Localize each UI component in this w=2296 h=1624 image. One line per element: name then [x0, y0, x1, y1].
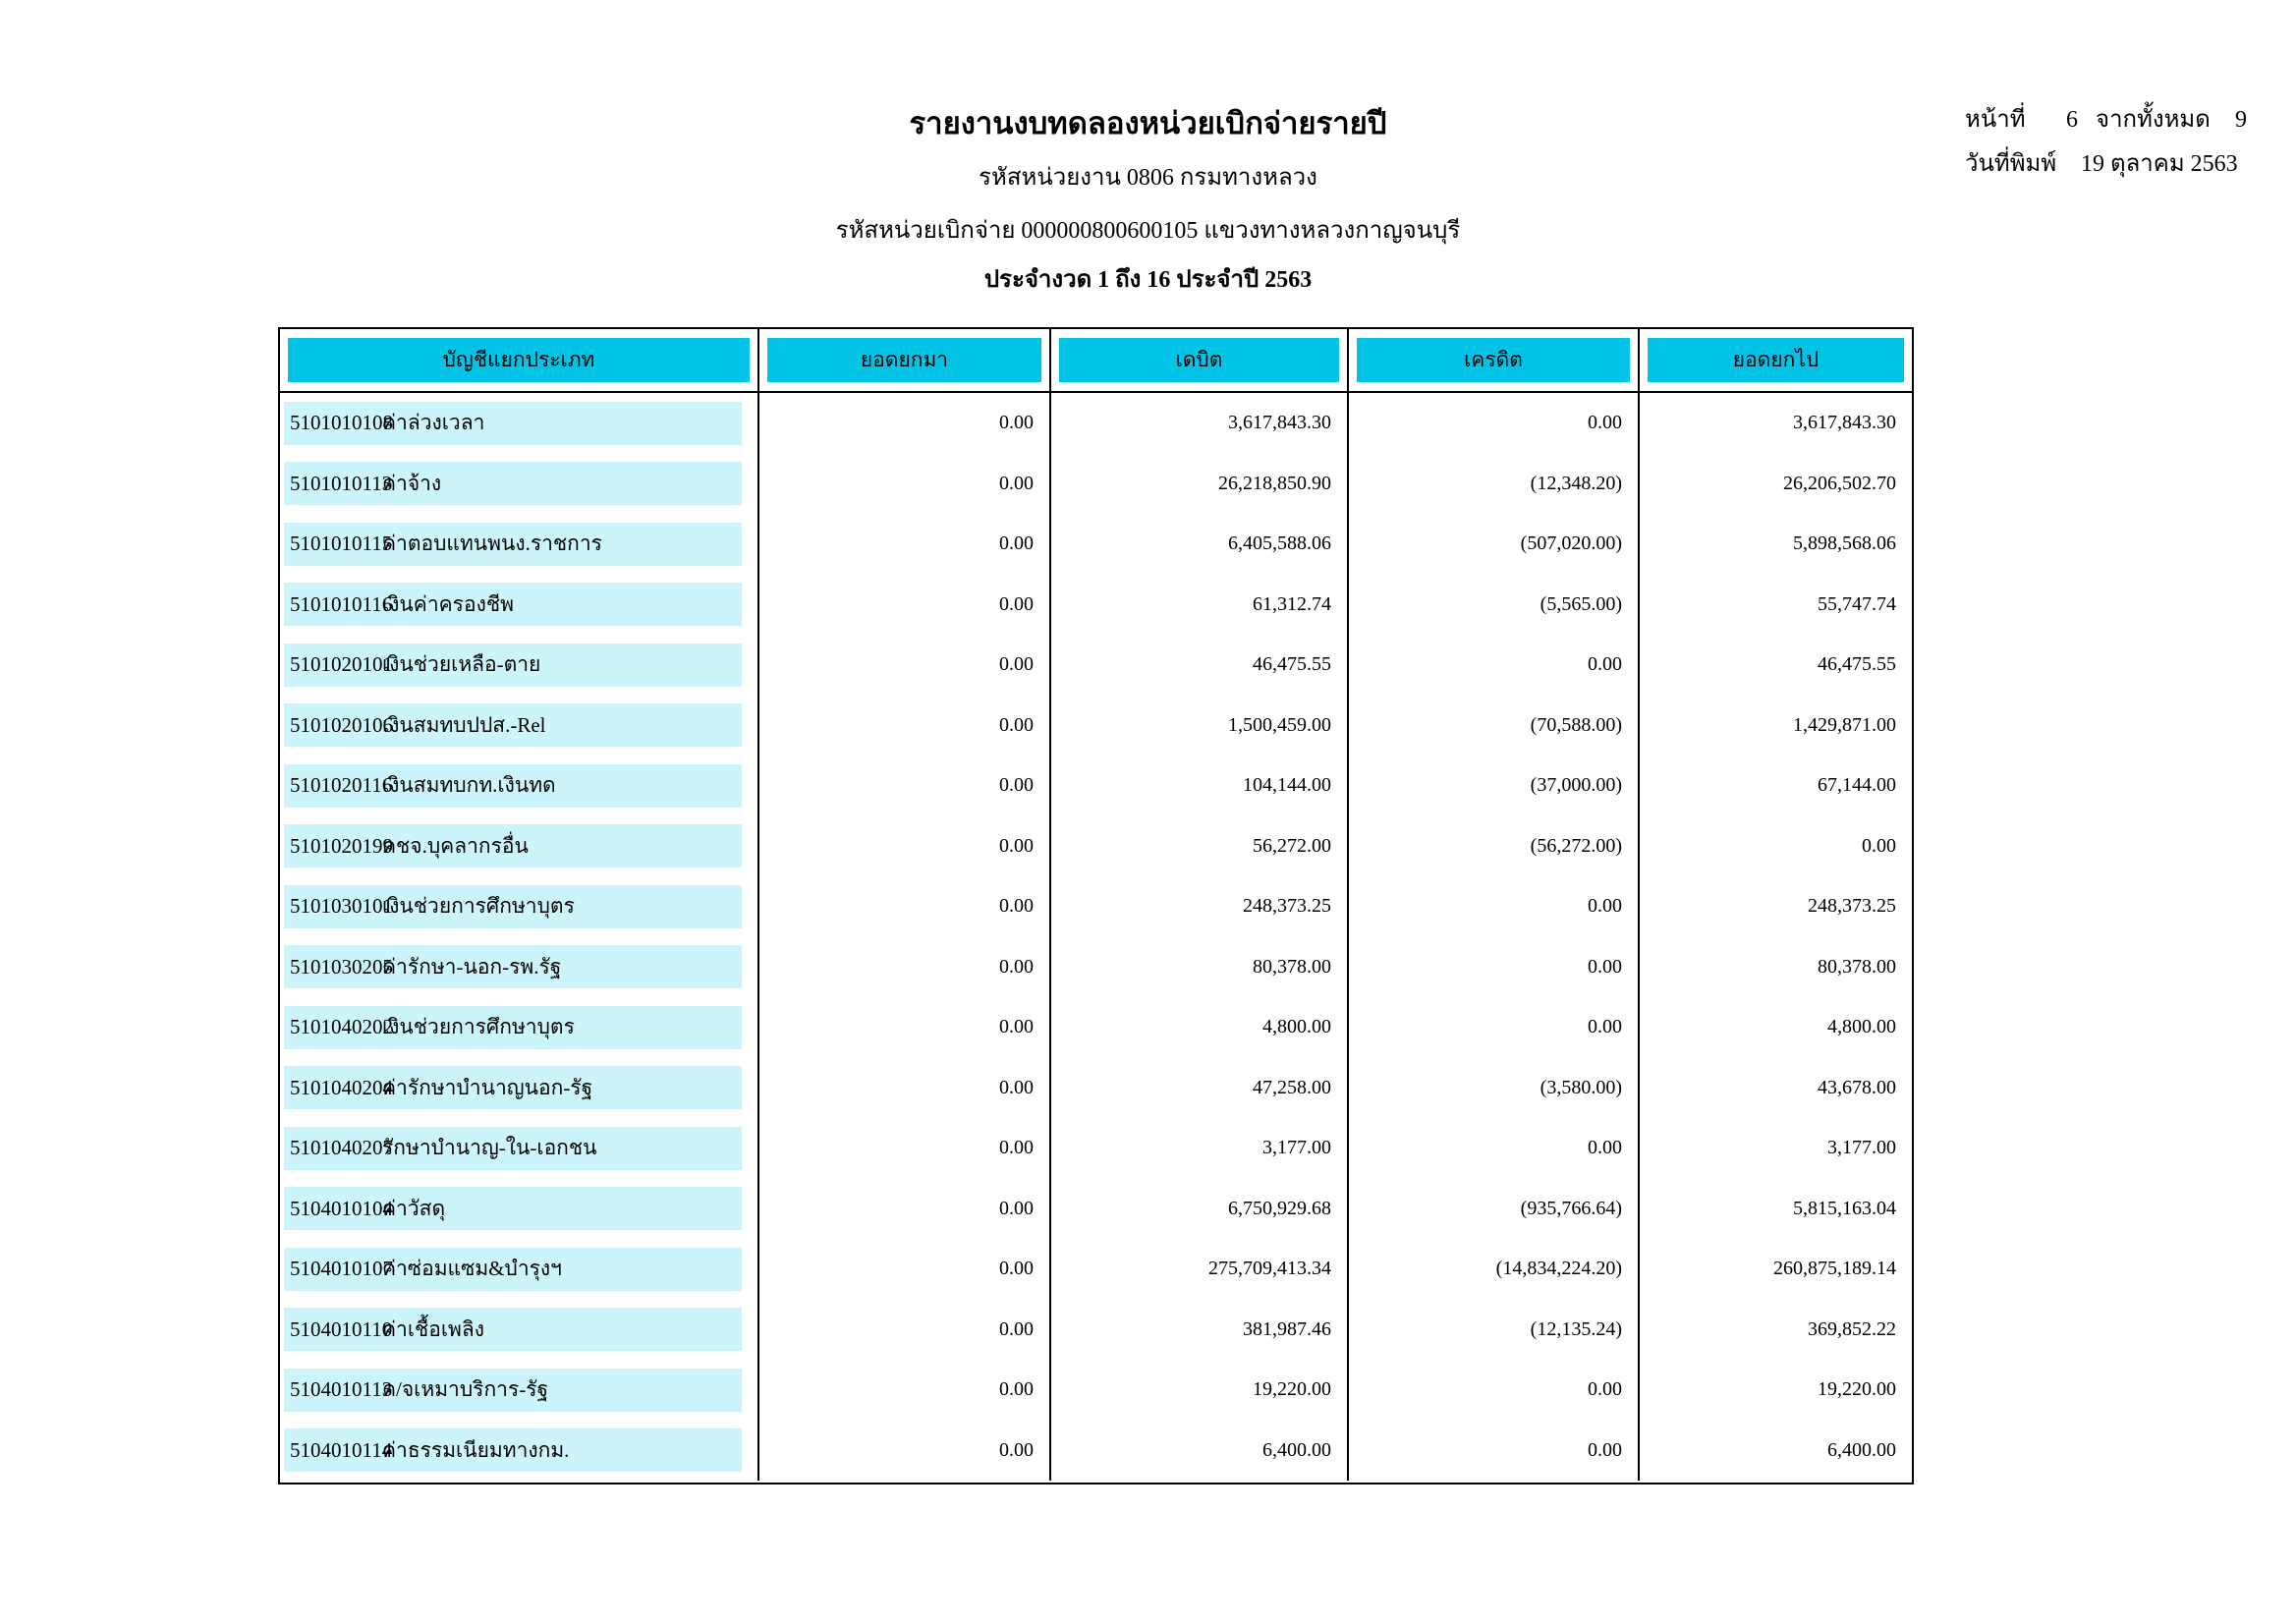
cell-brought-forward: 0.00	[759, 937, 1051, 998]
account-code: 5101020116	[290, 773, 393, 798]
cell-credit: 0.00	[1349, 997, 1640, 1058]
account-name: ค่าวัสดุ	[382, 1196, 446, 1220]
account-code: 5101010113	[290, 471, 393, 495]
table-row	[280, 937, 1912, 998]
account-code: 5101010115	[290, 532, 393, 556]
cell-carried-forward: 19,220.00	[1818, 1378, 1896, 1401]
header-credit-label: เครดิต	[1357, 338, 1630, 382]
cell-credit: 0.00	[1349, 1118, 1640, 1179]
cell-debit: 3,177.00	[1051, 1118, 1349, 1179]
cell-credit: (14,834,224.20)	[1349, 1239, 1640, 1300]
account-band	[284, 1428, 742, 1472]
trial-balance-table	[278, 327, 1914, 1484]
account-name: เงินสมทบกท.เงินทด	[382, 773, 556, 798]
cell-debit: 26,218,850.90	[1051, 454, 1349, 515]
account-cell	[280, 876, 759, 937]
cell-credit: 0.00	[1349, 393, 1640, 454]
header-cell-account	[280, 329, 759, 391]
cell-brought-forward: 0.00	[759, 1118, 1051, 1179]
account-cell	[280, 575, 759, 636]
disbursement-unit-line: รหัสหน่วยเบิกจ่าย 000000800600105 แขวงทางหลวงกาญจนบุรี	[835, 218, 1461, 244]
account-band	[284, 703, 742, 747]
account-cell	[280, 635, 759, 696]
cell-brought-forward: 0.00	[759, 997, 1051, 1058]
account-code: 5101020101	[290, 652, 393, 677]
cell-carried-forward: 55,747.74	[1818, 592, 1896, 615]
account-code: 5101020199	[290, 833, 393, 858]
cell-brought-forward: 0.00	[759, 514, 1051, 575]
table-row	[280, 696, 1912, 756]
account-name: ค่าล่วงเวลา	[382, 411, 485, 435]
account-cell	[280, 393, 759, 454]
cell-credit: 0.00	[1349, 937, 1640, 998]
cell-brought-forward: 0.00	[759, 1239, 1051, 1300]
account-name: ค่าเชื้อเพลิง	[382, 1316, 485, 1341]
account-name: ค่ารักษา-นอก-รพ.รัฐ	[382, 954, 562, 979]
table-row	[280, 1058, 1912, 1119]
account-band	[284, 764, 742, 808]
cell-debit: 104,144.00	[1051, 756, 1349, 816]
account-code: 5104010104	[290, 1196, 393, 1220]
account-cell	[280, 1239, 759, 1300]
cell-brought-forward: 0.00	[759, 454, 1051, 515]
account-code: 5101040207	[290, 1136, 393, 1160]
cell-carried-forward: 80,378.00	[1818, 955, 1896, 978]
table-header-row	[280, 329, 1912, 393]
cell-carried-forward: 3,617,843.30	[1793, 412, 1896, 434]
header-cell-brought-forward	[759, 329, 1051, 391]
header-cell-credit	[1349, 329, 1640, 391]
account-name: เงินช่วยการศึกษาบุตร	[382, 1015, 575, 1039]
cell-debit: 3,617,843.30	[1051, 393, 1349, 454]
page-number-label: หน้าที่	[1965, 107, 2026, 133]
header-carried-forward-label: ยอดยกไป	[1648, 338, 1904, 382]
account-cell	[280, 1360, 759, 1421]
print-date-label: วันที่พิมพ์	[1965, 151, 2057, 177]
cell-carried-forward: 260,875,189.14	[1773, 1258, 1896, 1280]
account-cell	[280, 1118, 759, 1179]
cell-brought-forward: 0.00	[759, 393, 1051, 454]
account-code: 5104010107	[290, 1257, 393, 1281]
cell-debit: 47,258.00	[1051, 1058, 1349, 1119]
account-code: 5101040202	[290, 1015, 393, 1039]
account-band	[284, 523, 742, 566]
cell-debit: 6,405,588.06	[1051, 514, 1349, 575]
account-band	[284, 644, 742, 687]
account-code: 5104010113	[290, 1377, 393, 1402]
account-name: เงินช่วยเหลือ-ตาย	[382, 652, 541, 677]
total-pages-value: 9	[2235, 107, 2247, 133]
cell-carried-forward: 6,400.00	[1827, 1438, 1896, 1461]
account-code: 5104010114	[290, 1437, 393, 1462]
cell-carried-forward: 5,898,568.06	[1793, 532, 1896, 555]
cell-credit: 0.00	[1349, 876, 1640, 937]
cell-carried-forward: 4,800.00	[1827, 1016, 1896, 1038]
table-row	[280, 1300, 1912, 1361]
account-code: 5101030101	[290, 894, 393, 919]
cell-carried-forward: 43,678.00	[1818, 1076, 1896, 1098]
total-pages-label: จากทั้งหมด	[2096, 107, 2211, 133]
account-cell	[280, 454, 759, 515]
cell-debit: 56,272.00	[1051, 816, 1349, 877]
account-code: 5101020106	[290, 712, 393, 737]
table-row	[280, 393, 1912, 454]
header-account-label: บัญชีแยกประเภท	[288, 338, 750, 382]
cell-carried-forward: 3,177.00	[1827, 1137, 1896, 1159]
account-code: 5101040204	[290, 1075, 393, 1099]
cell-brought-forward: 0.00	[759, 635, 1051, 696]
account-name: ค/จเหมาบริการ-รัฐ	[382, 1377, 549, 1402]
header-brought-forward-label: ยอดยกมา	[767, 338, 1041, 382]
table-row	[280, 1421, 1912, 1482]
cell-brought-forward: 0.00	[759, 1058, 1051, 1119]
account-cell	[280, 997, 759, 1058]
account-band	[284, 824, 742, 868]
cell-carried-forward: 67,144.00	[1818, 774, 1896, 797]
header-cell-carried-forward	[1640, 329, 1912, 391]
account-band	[284, 1369, 742, 1412]
cell-carried-forward: 26,206,502.70	[1783, 472, 1896, 494]
account-band	[284, 583, 742, 626]
cell-carried-forward: 0.00	[1862, 834, 1896, 857]
account-name: ค่าตอบแทนพนง.ราชการ	[382, 532, 602, 556]
account-name: เงินสมทบปปส.-Rel	[382, 712, 546, 737]
cell-brought-forward: 0.00	[759, 1179, 1051, 1240]
account-cell	[280, 816, 759, 877]
cell-debit: 6,400.00	[1051, 1421, 1349, 1482]
table-row	[280, 1360, 1912, 1421]
cell-credit: (5,565.00)	[1349, 575, 1640, 636]
table-row	[280, 1239, 1912, 1300]
header-cell-debit	[1051, 329, 1349, 391]
account-band	[284, 1248, 742, 1291]
cell-credit: (935,766.64)	[1349, 1179, 1640, 1240]
table-row	[280, 1179, 1912, 1240]
cell-carried-forward: 369,852.22	[1808, 1317, 1896, 1340]
table-row	[280, 756, 1912, 816]
cell-carried-forward: 46,475.55	[1818, 653, 1896, 676]
cell-debit: 1,500,459.00	[1051, 696, 1349, 756]
account-band	[284, 1187, 742, 1230]
cell-debit: 6,750,929.68	[1051, 1179, 1349, 1240]
table-row	[280, 635, 1912, 696]
cell-carried-forward: 5,815,163.04	[1793, 1197, 1896, 1219]
agency-code-line: รหัสหน่วยงาน 0806 กรมทางหลวง	[979, 165, 1317, 191]
account-cell	[280, 937, 759, 998]
account-name: รักษาบำนาญ-ใน-เอกชน	[382, 1136, 597, 1160]
header-debit-label: เดบิต	[1059, 338, 1339, 382]
cell-brought-forward: 0.00	[759, 696, 1051, 756]
cell-credit: (70,588.00)	[1349, 696, 1640, 756]
cell-carried-forward: 1,429,871.00	[1793, 713, 1896, 736]
table-row	[280, 514, 1912, 575]
cell-debit: 4,800.00	[1051, 997, 1349, 1058]
account-band	[284, 885, 742, 928]
account-cell	[280, 1421, 759, 1482]
cell-debit: 381,987.46	[1051, 1300, 1349, 1361]
cell-brought-forward: 0.00	[759, 876, 1051, 937]
account-name: ค่าซ่อมแซม&บำรุงฯ	[382, 1257, 562, 1281]
table-row	[280, 575, 1912, 636]
cell-brought-forward: 0.00	[759, 1300, 1051, 1361]
table-row	[280, 816, 1912, 877]
account-cell	[280, 1058, 759, 1119]
account-name: ค่าจ้าง	[382, 471, 442, 495]
cell-brought-forward: 0.00	[759, 575, 1051, 636]
table-row	[280, 876, 1912, 937]
account-band	[284, 945, 742, 988]
account-name: ค่ารักษาบำนาญนอก-รัฐ	[382, 1075, 593, 1099]
account-cell	[280, 1179, 759, 1240]
account-cell	[280, 514, 759, 575]
cell-debit: 61,312.74	[1051, 575, 1349, 636]
cell-credit: 0.00	[1349, 1360, 1640, 1421]
table-row	[280, 997, 1912, 1058]
account-cell	[280, 1300, 759, 1361]
cell-brought-forward: 0.00	[759, 1360, 1051, 1421]
print-date-value: 19 ตุลาคม 2563	[2081, 151, 2238, 177]
table-row	[280, 454, 1912, 515]
account-code: 5101010108	[290, 411, 393, 435]
account-name: คชจ.บุคลากรอื่น	[382, 833, 529, 858]
period-line: ประจำงวด 1 ถึง 16 ประจำปี 2563	[983, 267, 1313, 293]
account-band	[284, 1127, 742, 1170]
account-cell	[280, 756, 759, 816]
account-band	[284, 1006, 742, 1049]
account-band	[284, 1066, 742, 1109]
page-number-value: 6	[2066, 107, 2078, 133]
cell-debit: 46,475.55	[1051, 635, 1349, 696]
cell-credit: (37,000.00)	[1349, 756, 1640, 816]
account-code: 5104010110	[290, 1316, 393, 1341]
cell-carried-forward: 248,373.25	[1808, 895, 1896, 918]
account-name: ค่าธรรมเนียมทางกม.	[382, 1437, 570, 1462]
cell-debit: 80,378.00	[1051, 937, 1349, 998]
cell-credit: (56,272.00)	[1349, 816, 1640, 877]
cell-brought-forward: 0.00	[759, 756, 1051, 816]
account-band	[284, 1308, 742, 1351]
cell-brought-forward: 0.00	[759, 1421, 1051, 1482]
cell-debit: 19,220.00	[1051, 1360, 1349, 1421]
cell-credit: (12,348.20)	[1349, 454, 1640, 515]
account-band	[284, 462, 742, 505]
cell-credit: (507,020.00)	[1349, 514, 1640, 575]
account-cell	[280, 696, 759, 756]
account-code: 5101030205	[290, 954, 393, 979]
table-body	[280, 393, 1912, 1481]
cell-credit: 0.00	[1349, 1421, 1640, 1482]
account-name: เงินค่าครองชีพ	[382, 591, 514, 616]
cell-debit: 275,709,413.34	[1051, 1239, 1349, 1300]
report-title: รายงานงบทดลองหน่วยเบิกจ่ายรายปี	[909, 106, 1387, 140]
cell-brought-forward: 0.00	[759, 816, 1051, 877]
account-code: 5101010116	[290, 591, 393, 616]
cell-credit: 0.00	[1349, 635, 1640, 696]
account-name: เงินช่วยการศึกษาบุตร	[382, 894, 575, 919]
account-band	[284, 402, 742, 445]
cell-debit: 248,373.25	[1051, 876, 1349, 937]
cell-credit: (12,135.24)	[1349, 1300, 1640, 1361]
table-row	[280, 1118, 1912, 1179]
cell-credit: (3,580.00)	[1349, 1058, 1640, 1119]
